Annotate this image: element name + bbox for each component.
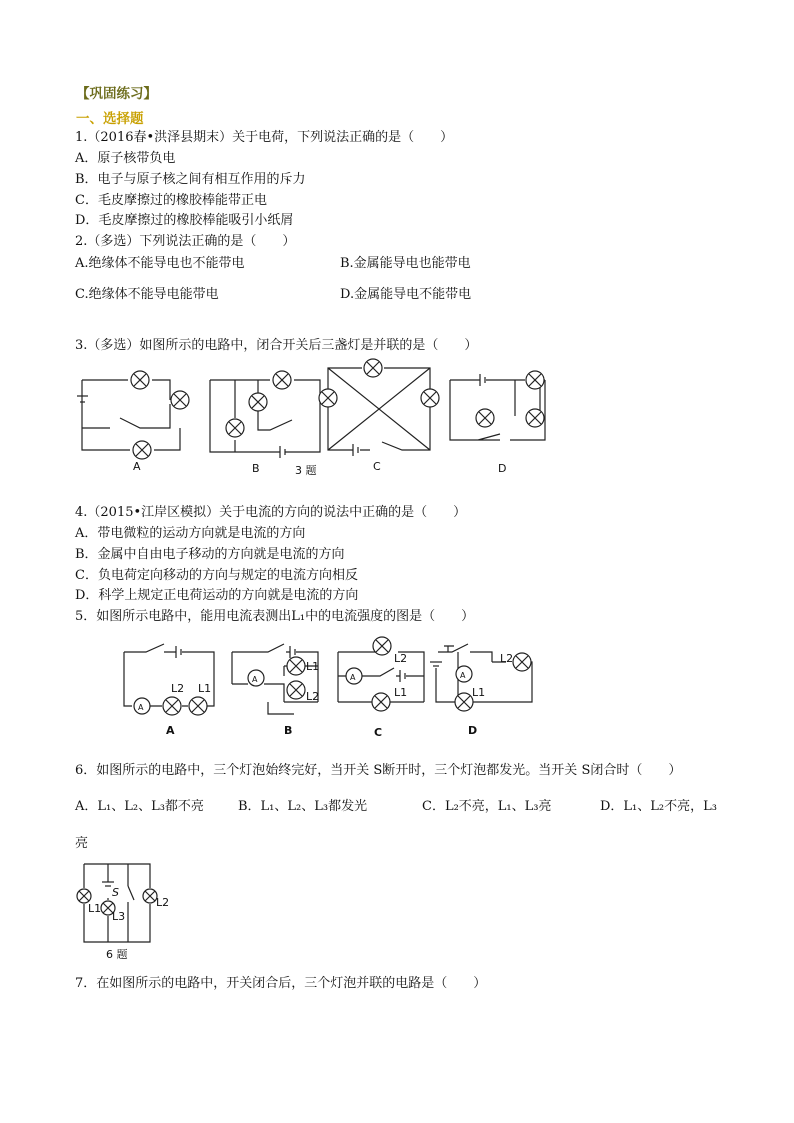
q5-label-d: D xyxy=(468,724,478,737)
q6-option-a: A．L₁、L₂、L₃都不亮 xyxy=(75,799,204,814)
q5-circuit-b xyxy=(232,644,319,737)
q5-c-l1: L1 xyxy=(394,686,408,699)
q2-option-a: A.绝缘体不能导电也不能带电 xyxy=(75,256,245,271)
q6-circuit-figure xyxy=(74,858,174,961)
q5-a-l1: L1 xyxy=(198,682,212,695)
q5-circuit-c xyxy=(338,637,424,739)
q5-b-l1: L1 xyxy=(306,660,320,673)
q5-stem: 5．如图所示电路中，能用电流表测出L₁中的电流强度的图是（ ） xyxy=(75,609,475,624)
q4-stem: 4.（2015•江岸区模拟）关于电流的方向的说法中正确的是（ ） xyxy=(75,505,467,520)
q2-option-d: D.金属能导电不能带电 xyxy=(340,287,472,302)
q5-d-l2: L2 xyxy=(500,652,514,665)
q5-d-l1: L1 xyxy=(472,686,486,699)
q2-option-c: C.绝缘体不能导电能带电 xyxy=(75,287,219,302)
q6-stem: 6．如图所示的电路中，三个灯泡始终完好，当开关 S断开时，三个灯泡都发光。当开关 S闭合时（ ） xyxy=(75,763,682,778)
q1-option-d: D．毛皮摩擦过的橡胶棒能吸引小纸屑 xyxy=(75,213,294,228)
svg-text:A: A xyxy=(252,675,258,684)
q3-circuit-c xyxy=(319,359,439,473)
q3-circuit-figure xyxy=(70,360,570,480)
svg-text:A: A xyxy=(138,703,144,712)
q5-circuit-d xyxy=(430,644,532,737)
svg-text:A: A xyxy=(350,673,356,682)
q5-a-l2: L2 xyxy=(171,682,185,695)
q4-option-b: B．金属中自由电子移动的方向就是电流的方向 xyxy=(75,547,345,562)
q6-caption: 6 题 xyxy=(106,948,128,961)
q6-label-s: S xyxy=(112,886,119,899)
q5-circuit-a xyxy=(124,644,214,737)
svg-text:A: A xyxy=(460,671,466,680)
q2-stem: 2.（多选）下列说法正确的是（ ） xyxy=(75,234,296,249)
q5-b-l2: L2 xyxy=(306,690,320,703)
q6-option-d: D．L₁、L₂不亮，L₃ xyxy=(600,799,717,814)
q5-label-b: B xyxy=(284,724,293,737)
q6-option-b: B．L₁、L₂、L₃都发光 xyxy=(238,799,368,814)
q3-label-a: A xyxy=(133,460,141,473)
q5-circuit-figure xyxy=(118,632,548,742)
q6-label-l1: L1 xyxy=(88,902,102,915)
q1-option-b: B．电子与原子核之间有相互作用的斥力 xyxy=(75,172,306,187)
q1-option-a: A．原子核带负电 xyxy=(75,151,176,166)
q7-stem: 7．在如图所示的电路中，开关闭合后，三个灯泡并联的电路是（ ） xyxy=(75,976,487,991)
q3-circuit-d xyxy=(450,371,545,475)
q3-label-b: B xyxy=(252,462,260,475)
q3-caption: 3 题 xyxy=(295,464,317,477)
q1-stem: 1.（2016春•洪泽县期末）关于电荷，下列说法正确的是（ ） xyxy=(75,130,454,145)
heading: 【巩固练习】 xyxy=(76,86,157,102)
q4-option-d: D．科学上规定正电荷运动的方向就是电流的方向 xyxy=(75,588,359,603)
q1-option-c: C．毛皮摩擦过的橡胶棒能带正电 xyxy=(75,193,267,208)
q3-label-d: D xyxy=(498,462,507,475)
q4-option-a: A．带电微粒的运动方向就是电流的方向 xyxy=(75,526,306,541)
q2-option-b: B.金属能导电也能带电 xyxy=(340,256,471,271)
q5-label-c: C xyxy=(374,726,383,739)
q3-circuit-b xyxy=(210,371,320,477)
q6-label-l2: L2 xyxy=(156,896,170,909)
section-title: 一、选择题 xyxy=(76,111,144,127)
q5-c-l2: L2 xyxy=(394,652,408,665)
q6-label-l3: L3 xyxy=(112,910,126,923)
q6-option-d-wrap: 亮 xyxy=(75,836,89,851)
q3-circuit-a xyxy=(77,371,189,473)
q6-option-c: C．L₂不亮，L₁、L₃亮 xyxy=(422,799,552,814)
q5-label-a: A xyxy=(166,724,175,737)
q3-stem: 3.（多选）如图所示的电路中，闭合开关后三盏灯是并联的是（ ） xyxy=(75,338,478,353)
q3-label-c: C xyxy=(373,460,381,473)
q4-option-c: C．负电荷定向移动的方向与规定的电流方向相反 xyxy=(75,568,358,583)
